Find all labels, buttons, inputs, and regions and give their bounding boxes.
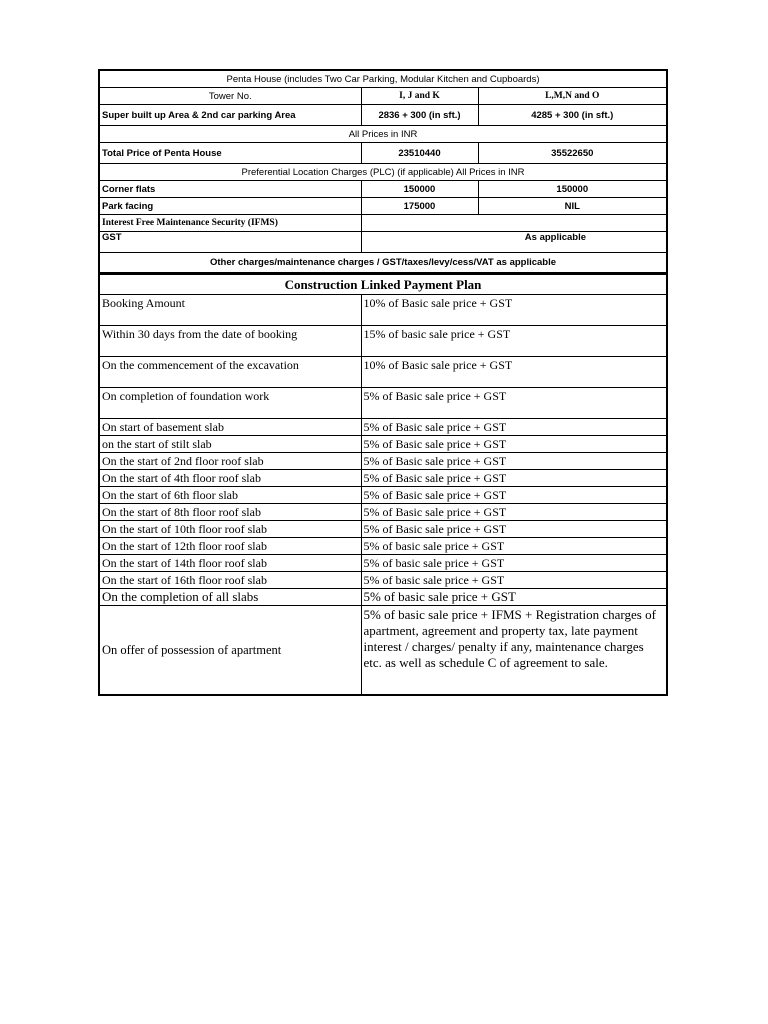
- plan-row: [99, 589, 667, 606]
- total-a: 23510440: [361, 143, 478, 164]
- payment-cell: 15% of basic sale price + GST: [361, 326, 667, 357]
- payment-cell: 10% of Basic sale price + GST: [361, 357, 667, 388]
- park-b: NIL: [478, 198, 667, 215]
- ifms-row: [99, 215, 667, 232]
- stage-cell: Within 30 days from the date of booking: [99, 326, 361, 357]
- area-row: [99, 105, 667, 126]
- plan-heading: Construction Linked Payment Plan: [99, 275, 667, 295]
- payment-plan-table: [98, 274, 668, 696]
- pricing-title: Penta House (includes Two Car Parking, Modular Kitchen and Cupboards): [99, 70, 667, 88]
- gst-label: GST: [99, 232, 361, 253]
- payment-cell: 5% of Basic sale price + GST: [361, 453, 667, 470]
- payment-cell: 10% of Basic sale price + GST: [361, 295, 667, 326]
- pricing-table: [98, 69, 668, 274]
- other-charges-row: [99, 253, 667, 274]
- total-row: [99, 143, 667, 164]
- stage-cell: On the completion of all slabs: [99, 589, 361, 606]
- plan-row: [99, 388, 667, 419]
- payment-cell: 5% of Basic sale price + GST: [361, 504, 667, 521]
- payment-cell: 5% of basic sale price + GST: [361, 572, 667, 589]
- plan-row: [99, 487, 667, 504]
- plan-row: [99, 295, 667, 326]
- stage-cell: On offer of possession of apartment: [99, 606, 361, 696]
- plan-heading-row: [99, 275, 667, 295]
- payment-cell: 5% of Basic sale price + GST: [361, 521, 667, 538]
- prices-note-row: [99, 126, 667, 143]
- corner-row: [99, 181, 667, 198]
- plan-row: [99, 326, 667, 357]
- stage-cell: On the start of 2nd floor roof slab: [99, 453, 361, 470]
- payment-plan-sheet: [98, 69, 666, 696]
- stage-cell: On completion of foundation work: [99, 388, 361, 419]
- park-row: [99, 198, 667, 215]
- total-b: 35522650: [478, 143, 667, 164]
- plan-row: [99, 419, 667, 436]
- other-charges: Other charges/maintenance charges / GST/taxes/levy/cess/VAT as applicable: [99, 253, 667, 274]
- payment-cell: 5% of basic sale price + GST: [361, 589, 667, 606]
- plan-row: [99, 470, 667, 487]
- stage-cell: On the start of 14th floor roof slab: [99, 555, 361, 572]
- ifms-value: [361, 215, 667, 232]
- plan-row: [99, 521, 667, 538]
- payment-cell: 5% of Basic sale price + GST: [361, 487, 667, 504]
- plan-row: [99, 504, 667, 521]
- payment-cell: 5% of Basic sale price + GST: [361, 436, 667, 453]
- plan-row: [99, 453, 667, 470]
- gst-value: As applicable: [361, 232, 667, 253]
- stage-cell: On the commencement of the excavation: [99, 357, 361, 388]
- park-label: Park facing: [99, 198, 361, 215]
- payment-cell: 5% of Basic sale price + GST: [361, 419, 667, 436]
- plan-row: [99, 436, 667, 453]
- plan-row: [99, 572, 667, 589]
- area-a: 2836 + 300 (in sft.): [361, 105, 478, 126]
- pricing-title-row: [99, 70, 667, 88]
- tower-row: [99, 88, 667, 105]
- plan-row: [99, 606, 667, 696]
- ifms-label: Interest Free Maintenance Security (IFMS): [99, 215, 361, 232]
- plan-row: [99, 538, 667, 555]
- stage-cell: On the start of 10th floor roof slab: [99, 521, 361, 538]
- stage-cell: On the start of 6th floor slab: [99, 487, 361, 504]
- plc-heading: Preferential Location Charges (PLC) (if applicable) All Prices in INR: [99, 164, 667, 181]
- stage-cell: Booking Amount: [99, 295, 361, 326]
- area-label: Super built up Area & 2nd car parking Area: [99, 105, 361, 126]
- prices-note: All Prices in INR: [99, 126, 667, 143]
- plan-row: [99, 555, 667, 572]
- tower-label: Tower No.: [99, 88, 361, 105]
- area-b: 4285 + 300 (in sft.): [478, 105, 667, 126]
- payment-cell: 5% of basic sale price + GST: [361, 538, 667, 555]
- stage-cell: on the start of stilt slab: [99, 436, 361, 453]
- stage-cell: On the start of 12th floor roof slab: [99, 538, 361, 555]
- stage-cell: On the start of 8th floor roof slab: [99, 504, 361, 521]
- payment-cell: 5% of Basic sale price + GST: [361, 470, 667, 487]
- plan-row: [99, 357, 667, 388]
- stage-cell: On the start of 4th floor roof slab: [99, 470, 361, 487]
- park-a: 175000: [361, 198, 478, 215]
- corner-b: 150000: [478, 181, 667, 198]
- plc-heading-row: [99, 164, 667, 181]
- corner-a: 150000: [361, 181, 478, 198]
- tower-b: L,M,N and O: [478, 88, 667, 105]
- payment-cell: 5% of basic sale price + GST: [361, 555, 667, 572]
- tower-a: I, J and K: [361, 88, 478, 105]
- corner-label: Corner flats: [99, 181, 361, 198]
- stage-cell: On start of basement slab: [99, 419, 361, 436]
- stage-cell: On the start of 16th floor roof slab: [99, 572, 361, 589]
- total-label: Total Price of Penta House: [99, 143, 361, 164]
- payment-cell: 5% of basic sale price + IFMS + Registration charges of apartment, agreement and property tax, late payment interest / charges/ penalty if any, maintenance charges etc. as well as schedule C of agreement to sale.: [361, 606, 667, 696]
- payment-cell: 5% of Basic sale price + GST: [361, 388, 667, 419]
- gst-row: [99, 232, 667, 253]
